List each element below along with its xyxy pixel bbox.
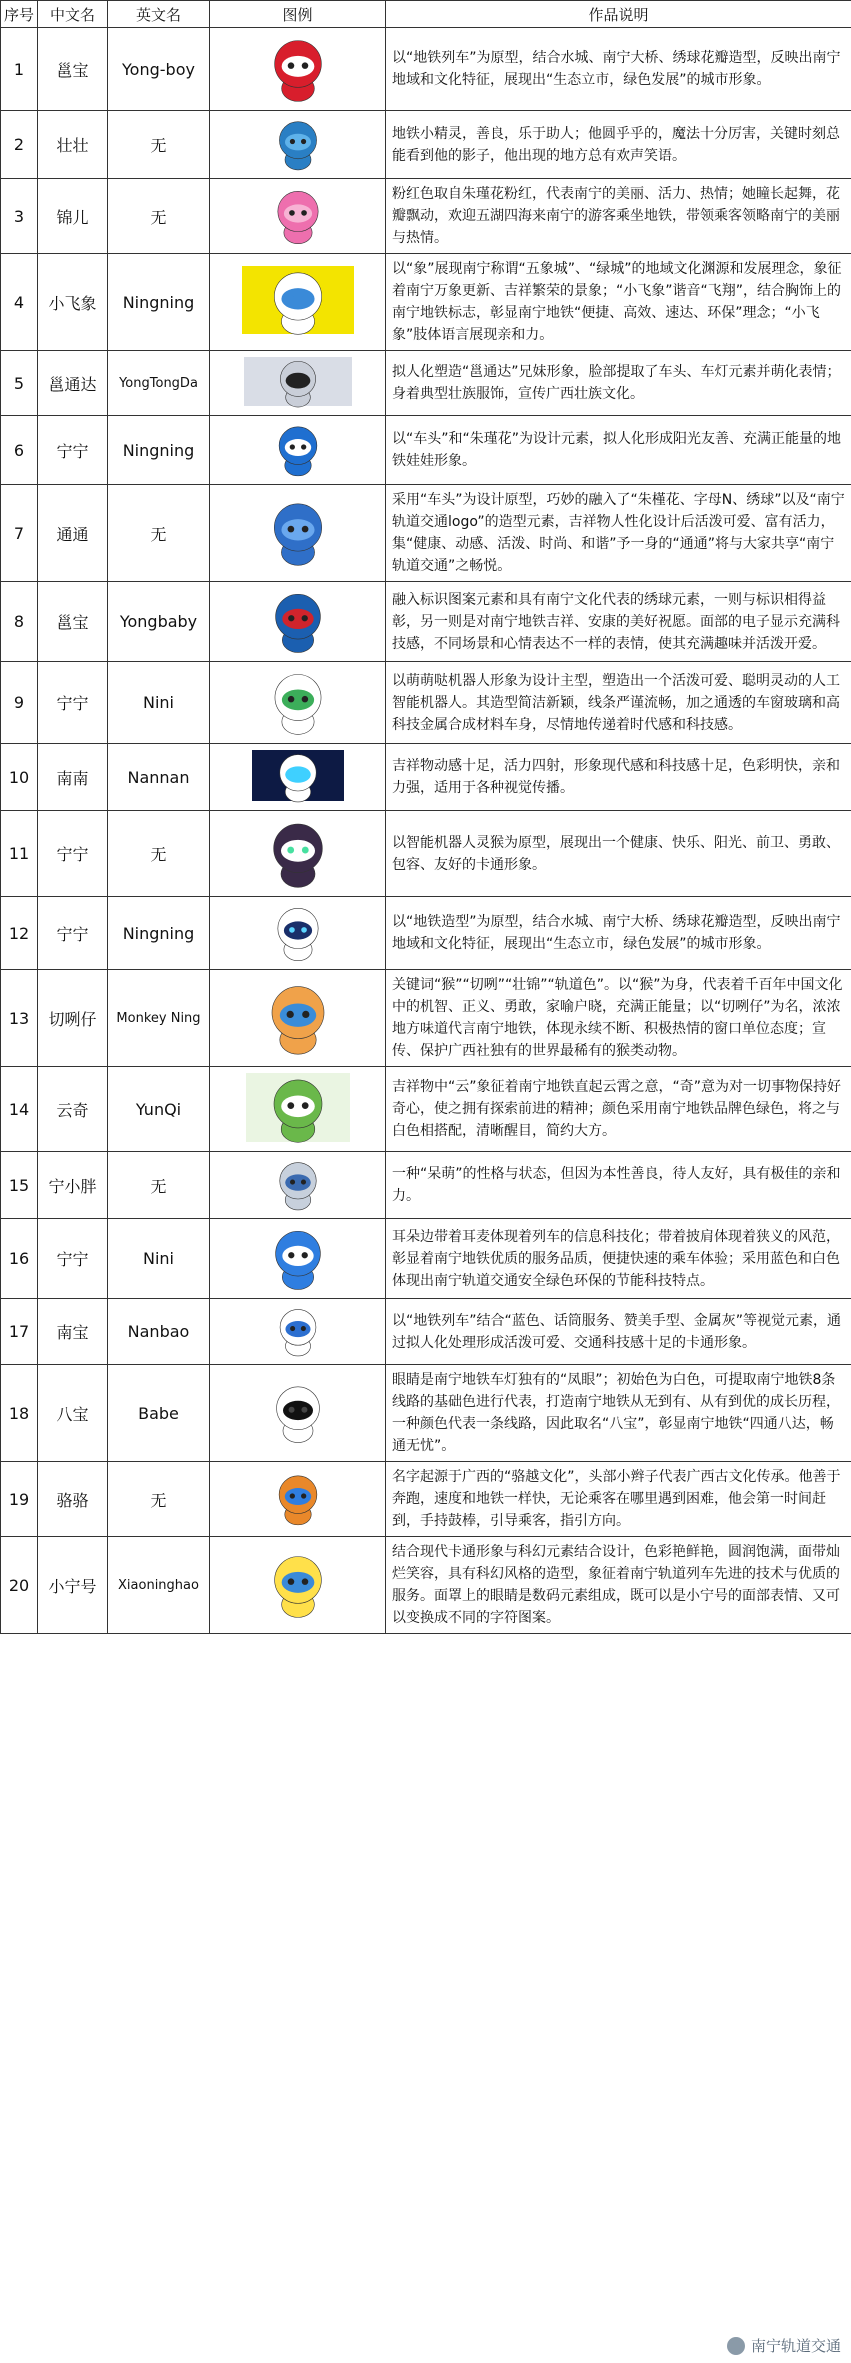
header-desc: 作品说明 (386, 1, 851, 28)
description: 采用“车头”为设计原型，巧妙的融入了“朱槿花、字母N、绣球”以及“南宁轨道交通logo”的造型元素，吉祥物人性化设计后活泼可爱、富有活力，集“健康、动感、活泼、时尚、和谐”予一身的“通通”将与大家共享“南宁轨道交通”之畅悦。 (386, 485, 851, 582)
table-row (1, 111, 851, 179)
chinese-name: 八宝 (38, 1365, 108, 1462)
chinese-name: 宁宁 (38, 811, 108, 897)
monkey-mascot-icon (238, 974, 358, 1063)
table-row (1, 28, 851, 111)
mascot-image-cell (210, 1299, 386, 1365)
table-row (1, 254, 851, 351)
english-name: Nanbao (108, 1299, 210, 1365)
chinese-name: 云奇 (38, 1067, 108, 1152)
mascot-image-cell (210, 351, 386, 416)
header-cn: 中文名 (38, 1, 108, 28)
blue-ball-mascot-icon (238, 585, 358, 659)
english-name: YongTongDa (108, 351, 210, 416)
non-robot-mascot-icon (238, 494, 358, 572)
mascot-image-cell (210, 744, 386, 811)
table-row (1, 1462, 851, 1537)
chinese-name: 邕宝 (38, 28, 108, 111)
chinese-name: 宁宁 (38, 416, 108, 485)
description: 以“地铁列车”结合“蓝色、话筒服务、赞美手型、金属灰”等视觉元素，通过拟人化处理形成活泼可爱、交通科技感十足的卡通形象。 (386, 1299, 851, 1365)
mascot-image-cell (210, 1152, 386, 1219)
row-index: 4 (1, 254, 38, 351)
table-row (1, 970, 851, 1067)
table-row (1, 1152, 851, 1219)
chinese-name: 宁宁 (38, 1219, 108, 1299)
row-index: 13 (1, 970, 38, 1067)
table-row (1, 416, 851, 485)
table-row (1, 179, 851, 254)
table-row (1, 744, 851, 811)
chinese-name: 邕通达 (38, 351, 108, 416)
row-index: 17 (1, 1299, 38, 1365)
row-index: 15 (1, 1152, 38, 1219)
chinese-name: 南南 (38, 744, 108, 811)
chinese-name: 骆骆 (38, 1462, 108, 1537)
flying-robot-mascot-icon (238, 747, 358, 808)
train-head-mascot-icon (238, 419, 358, 482)
description: 以智能机器人灵猴为原型，展现出一个健康、快乐、阳光、前卫、勇敢、包容、友好的卡通形象。 (386, 811, 851, 897)
header-en: 英文名 (108, 1, 210, 28)
description: 一种“呆萌”的性格与状态，但因为本性善良，待人友好，具有极佳的亲和力。 (386, 1152, 851, 1219)
description: 眼睛是南宁地铁车灯独有的“凤眼”；初始色为白色，可提取南宁地铁8条线路的基础色进行代表，打造南宁地铁从无到有、从有到优的成长历程，一种颜色代表一条线路，因此取名“八宝”，彰显南宁地铁“四通八达，畅通无忧”。 (386, 1365, 851, 1462)
table-row (1, 897, 851, 970)
mascot-image-cell (210, 662, 386, 744)
mascot-image-cell (210, 179, 386, 254)
header-img: 图例 (210, 1, 386, 28)
mascot-image-cell (210, 1219, 386, 1299)
row-index: 2 (1, 111, 38, 179)
description: 吉祥物动感十足，活力四射，形象现代感和科技感十足，色彩明快，亲和力强，适用于各种视觉传播。 (386, 744, 851, 811)
table-row (1, 1299, 851, 1365)
table-row (1, 662, 851, 744)
chinese-name: 宁宁 (38, 897, 108, 970)
row-index: 16 (1, 1219, 38, 1299)
row-index: 14 (1, 1067, 38, 1152)
english-name: YunQi (108, 1067, 210, 1152)
running-boy-mascot-icon (238, 1468, 358, 1531)
mascot-image-cell (210, 416, 386, 485)
description: 以“地铁列车”为原型，结合水城、南宁大桥、绣球花瓣造型，反映出南宁地域和文化特征，展现出“生态立市，绿色发展”的城市形象。 (386, 28, 851, 111)
row-index: 12 (1, 897, 38, 970)
table-row (1, 1219, 851, 1299)
chinese-name: 壮壮 (38, 111, 108, 179)
english-name: Nini (108, 1219, 210, 1299)
english-name: Ningning (108, 897, 210, 970)
english-name: Nannan (108, 744, 210, 811)
english-name: 无 (108, 1462, 210, 1537)
english-name: Yongbaby (108, 582, 210, 662)
monkey-robot-mascot-icon (238, 814, 358, 894)
mascot-image-cell (210, 28, 386, 111)
row-index: 7 (1, 485, 38, 582)
table-row (1, 1537, 851, 1634)
chinese-name: 邕宝 (38, 582, 108, 662)
description: 以“车头”和“朱瑾花”为设计元素，拟人化形成阳光友善、充满正能量的地铁娃娃形象。 (386, 416, 851, 485)
cloud-mascot-icon (238, 1070, 358, 1149)
chinese-name: 宁宁 (38, 662, 108, 744)
chinese-name: 通通 (38, 485, 108, 582)
english-name: Xiaoninghao (108, 1537, 210, 1634)
watermark (723, 2334, 845, 2357)
astronaut-robot-mascot-icon (238, 1547, 358, 1624)
sibling-mascots-icon (238, 354, 358, 413)
description: 拟人化塑造“邕通达”兄妹形象，脸部提取了车头、车灯元素并萌化表情；身着典型壮族服饰，宣传广西壮族文化。 (386, 351, 851, 416)
description: 结合现代卡通形象与科幻元素结合设计，色彩艳鲜艳，圆润饱满，面带灿烂笑容，具有科幻风格的造型，象征着南宁轨道列车先进的技术与优质的服务。面罩上的眼睛是数码元素组成，既可以是小宁号的面部表情、又可以变换成不同的字符图案。 (386, 1537, 851, 1634)
row-index: 5 (1, 351, 38, 416)
mascot-image-cell (210, 897, 386, 970)
english-name: 无 (108, 179, 210, 254)
english-name: Ningning (108, 416, 210, 485)
table-row (1, 1067, 851, 1152)
chinese-name: 小飞象 (38, 254, 108, 351)
mascot-image-cell (210, 111, 386, 179)
description: 以萌萌哒机器人形象为设计主型，塑造出一个活泼可爱、聪明灵动的人工智能机器人。其造型简洁新颖，线条严谨流畅，加之通透的车窗玻璃和高科技金属合成材料车身，尽情地传递着时代感和科技感。 (386, 662, 851, 744)
row-index: 9 (1, 662, 38, 744)
table-row (1, 485, 851, 582)
description: 关键词“猴”“切咧”“壮锦”“轨道色”。以“猴”为身，代表着千百年中国文化中的机智、正义、勇敢，家喻户晓，充满正能量；以“切咧仔”为名，浓浓地方味道代言南宁地铁，体现永续不断、积极热情的窗口单位态度；宣传、保护广西社独有的世界最稀有的猴类动物。 (386, 970, 851, 1067)
mascot-image-cell (210, 254, 386, 351)
table-row (1, 811, 851, 897)
chinese-name: 小宁号 (38, 1537, 108, 1634)
english-name: Nini (108, 662, 210, 744)
description: 以“地铁造型”为原型，结合水城、南宁大桥、绣球花瓣造型，反映出南宁地域和文化特征，展现出“生态立市，绿色发展”的城市形象。 (386, 897, 851, 970)
description: 粉红色取自朱瑾花粉红，代表南宁的美丽、活力、热情；她瞳长起舞，花瓣飘动，欢迎五湖四海来南宁的游客乘坐地铁，带领乘客领略南宁的美丽与热情。 (386, 179, 851, 254)
white-robot-mascot-icon (238, 665, 358, 741)
row-index: 1 (1, 28, 38, 111)
chinese-name: 宁小胖 (38, 1152, 108, 1219)
dark-robot-mascot-icon (238, 900, 358, 967)
watermark-text: 南宁轨道交通 (750, 2337, 841, 2355)
row-index: 3 (1, 179, 38, 254)
mascot-image-cell (210, 1365, 386, 1462)
row-index: 18 (1, 1365, 38, 1462)
blue-blob-mascot-icon (238, 114, 358, 176)
wechat-logo-icon (727, 2337, 745, 2355)
english-name: Babe (108, 1365, 210, 1462)
table-row (1, 1365, 851, 1462)
mascot-image-cell (210, 582, 386, 662)
english-name: 无 (108, 485, 210, 582)
mascot-image-cell (210, 485, 386, 582)
pink-flower-mascot-icon (238, 183, 358, 250)
row-index: 19 (1, 1462, 38, 1537)
description: 耳朵边带着耳麦体现着列车的信息科技化；带着披肩体现着狭义的风范，彰显着南宁地铁优质的服务品质，便捷快速的乘车体验；采用蓝色和白色体现出南宁轨道交通安全绿色环保的节能科技特点。 (386, 1219, 851, 1299)
mascot-image-cell (210, 970, 386, 1067)
description: 名字起源于广西的“骆越文化”，头部小辫子代表广西古文化传承。他善于奔跑，速度和地铁一样快，无论乘客在哪里遇到困难，他会第一时间赶到，手持鼓棒，引导乘客，指引方向。 (386, 1462, 851, 1537)
chubby-robot-mascot-icon (238, 1155, 358, 1216)
chinese-name: 南宝 (38, 1299, 108, 1365)
mascot-image-cell (210, 1462, 386, 1537)
english-name: 无 (108, 111, 210, 179)
header-idx: 序号 (1, 1, 38, 28)
box-face-mascot-icon (238, 1378, 358, 1449)
chinese-name: 锦儿 (38, 179, 108, 254)
description: 以“象”展现南宁称谓“五象城”、“绿城”的地域文化渊源和发展理念，象征着南宁万象更新、吉祥繁荣的景象；“小飞象”谐音“飞翔”，结合胸饰上的南宁地铁标志，彰显南宁地铁“便捷、高效、速达、环保”理念；“小飞象”肢体语言展现亲和力。 (386, 254, 851, 351)
table-row (1, 351, 851, 416)
header-row (1, 1, 851, 28)
row-index: 11 (1, 811, 38, 897)
english-name: 无 (108, 811, 210, 897)
red-hooded-mascot-icon (238, 31, 358, 108)
description: 吉祥物中“云”象征着南宁地铁直起云霄之意，“奇”意为对一切事物保持好奇心，使之拥有探索前进的精神；颜色采用南宁地铁品牌色绿色，将之与白色相搭配，清晰醒目，简约大方。 (386, 1067, 851, 1152)
thumbs-up-robot-mascot-icon (238, 1302, 358, 1362)
english-name: Monkey Ning (108, 970, 210, 1067)
english-name: Ningning (108, 254, 210, 351)
english-name: 无 (108, 1152, 210, 1219)
row-index: 10 (1, 744, 38, 811)
mascot-image-cell (210, 1067, 386, 1152)
elephant-mascot-icon (238, 263, 358, 341)
mascot-image-cell (210, 1537, 386, 1634)
description: 地铁小精灵，善良，乐于助人；他圆乎乎的，魔法十分厉害，关键时刻总能看到他的影子，他出现的地方总有欢声笑语。 (386, 111, 851, 179)
mascot-image-cell (210, 811, 386, 897)
chinese-name: 切咧仔 (38, 970, 108, 1067)
caped-mascot-icon (238, 1222, 358, 1296)
row-index: 20 (1, 1537, 38, 1634)
description: 融入标识图案元素和具有南宁文化代表的绣球元素，一则与标识相得益彰，另一则是对南宁地铁吉祥、安康的美好祝愿。面部的电子显示充满科技感，不同场景和心情表达不一样的表情，使其充满趣味并活泼开爱。 (386, 582, 851, 662)
english-name: Yong-boy (108, 28, 210, 111)
table-row (1, 582, 851, 662)
row-index: 6 (1, 416, 38, 485)
row-index: 8 (1, 582, 38, 662)
